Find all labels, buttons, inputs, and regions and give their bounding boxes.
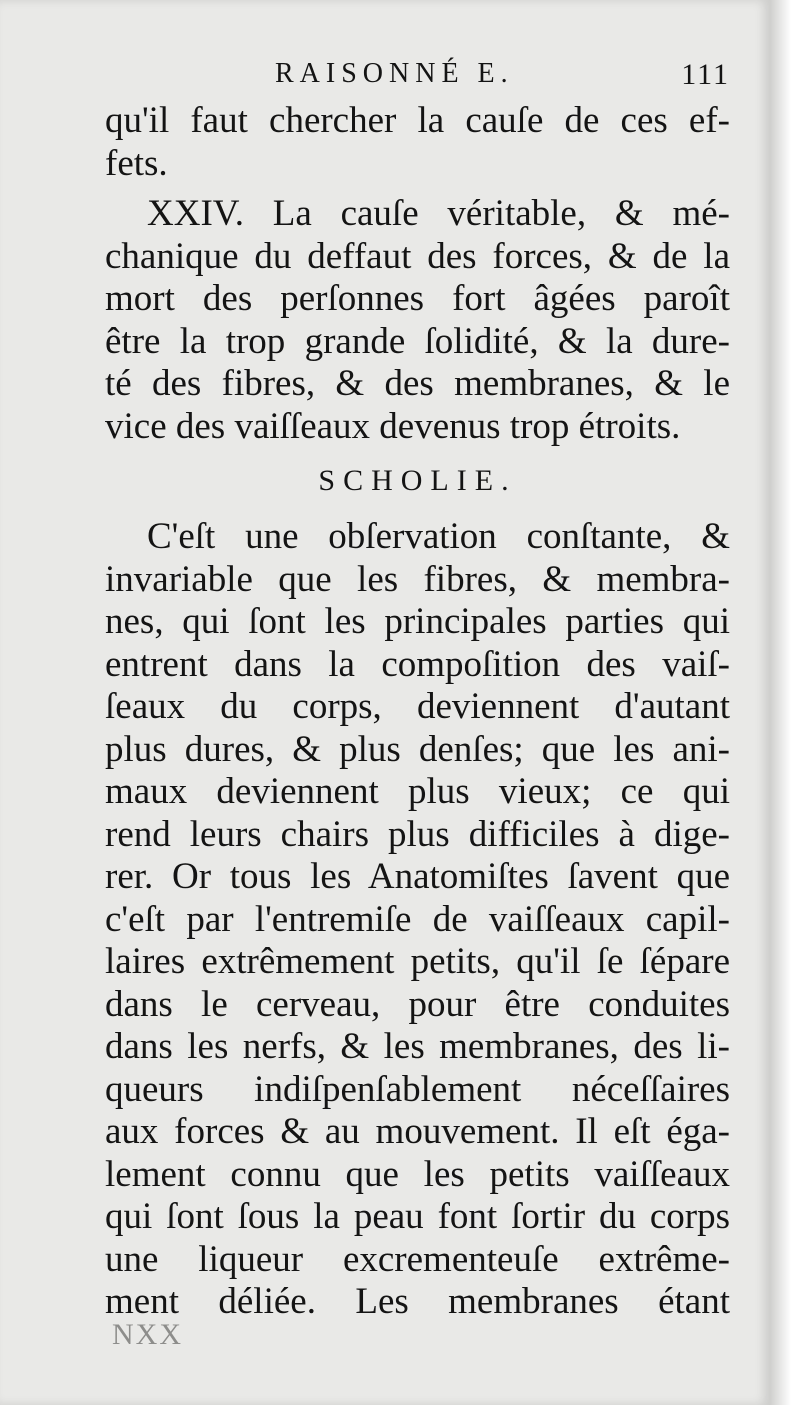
running-head (105, 58, 730, 100)
text-line: maux deviennent plus vieux; ce qui (105, 771, 730, 812)
text-line: chanique du deffaut des forces, & de la (105, 235, 730, 277)
scholie-heading: SCHOLIE. (318, 464, 517, 497)
page-edge (770, 0, 800, 1405)
text-line: une liqueur excrementeuſe extrême- (105, 1238, 730, 1280)
text-line: plus dures, & plus denſes; que les ani- (105, 728, 730, 770)
text-line: dans les nerfs, & les membranes, des li- (105, 1026, 730, 1067)
text-line: mort des perſonnes fort âgées paroît (105, 278, 730, 319)
scholie-paragraph (105, 516, 730, 1324)
text-line: invariable que les fibres, & membra- (105, 558, 730, 600)
article-xxiv (105, 193, 730, 448)
signature-mark: NXX (112, 1318, 183, 1351)
text-line: té des fibres, & des membranes, & le (105, 363, 730, 404)
text-line: queurs indiſpenſablement néceſſaires (105, 1068, 730, 1110)
text-line: fets. (105, 142, 168, 184)
text-line: laires extrêmement petits, qu'il ſe ſépare (105, 941, 730, 982)
text-line: dans le cerveau, pour être conduites (105, 983, 730, 1025)
text-line: qui ſont ſous la peau font ſortir du corps (105, 1196, 730, 1237)
text-line: C'eſt une obſervation conſtante, & (147, 516, 730, 557)
page-number: 111 (681, 58, 730, 91)
text-line: aux forces & au mouvement. Il eſt éga- (105, 1111, 730, 1152)
running-title: RAISONNÉ E. (275, 58, 514, 89)
text-block (105, 58, 730, 1324)
text-line: rend leurs chairs plus difficiles à dige- (105, 813, 730, 855)
text-line: rer. Or tous les Anatomiſtes ſavent que (105, 856, 730, 897)
text-line: qu'il faut chercher la cauſe de ces ef- (105, 100, 730, 141)
text-line: lement connu que les petits vaiſſeaux (105, 1153, 730, 1195)
continued-paragraph (105, 100, 730, 185)
text-line: vice des vaiſſeaux devenus trop étroits. (105, 405, 681, 447)
text-line: entrent dans la compoſition des vaiſ- (105, 643, 730, 685)
text-line: c'eſt par l'entremiſe de vaiſſeaux capil- (105, 898, 730, 940)
text-line: XXIV. La cauſe véritable, & mé- (147, 193, 730, 234)
text-line: être la trop grande ſolidité, & la dure- (105, 320, 730, 362)
text-line: ment déliée. Les membranes étant (105, 1281, 730, 1322)
text-line: nes, qui ſont les principales parties qui (105, 601, 730, 642)
text-line: ſeaux du corps, deviennent d'autant (105, 686, 730, 727)
